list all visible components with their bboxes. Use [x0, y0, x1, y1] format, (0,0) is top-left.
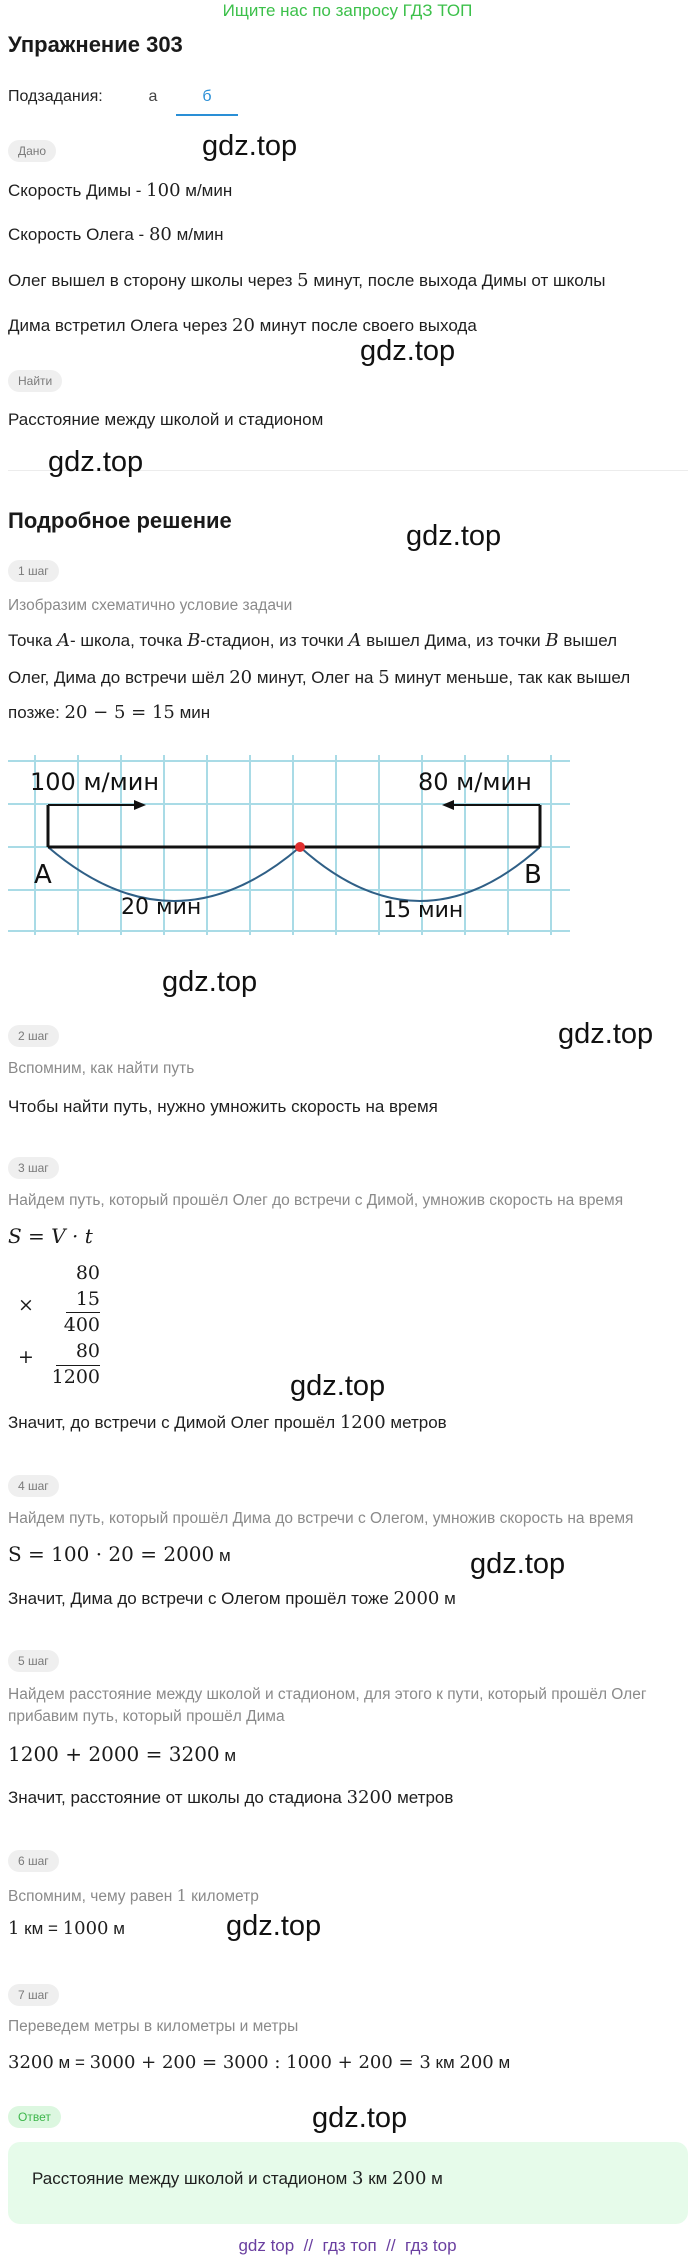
- mult-row-2: 15: [75, 1288, 100, 1310]
- tab-a[interactable]: а: [148, 88, 158, 105]
- step-1-hint: Изобразим схематично условие задачи: [8, 597, 293, 614]
- step-4-hint: Найдем путь, который прошёл Дима до встречи с Олегом, умножив скорость на время: [8, 1510, 634, 1527]
- right-speed-label: 80 м/мин: [418, 768, 532, 796]
- left-speed-label: 100 м/мин: [30, 768, 160, 796]
- step-3-badge: 3 шаг: [8, 1157, 59, 1179]
- left-arc: [48, 847, 300, 901]
- watermark-3: gdz.top: [48, 446, 144, 478]
- find-text: Расстояние между школой и стадионом: [8, 410, 324, 429]
- arrow-right-head-icon: [134, 800, 146, 810]
- step-2-text: Чтобы найти путь, нужно умножить скорость на время: [8, 1097, 438, 1116]
- step-5-formula: 1200 + 2000 = 3200 м: [8, 1742, 237, 1766]
- mult-row-3: 400: [63, 1314, 100, 1336]
- watermark-6: gdz.top: [558, 1018, 654, 1050]
- meeting-point: [295, 842, 305, 852]
- step-7-formula: 3200 м = 3000 + 200 = 3000 : 1000 + 200 = 3 км 200 м: [8, 2052, 511, 2073]
- watermark-1: gdz.top: [202, 130, 298, 162]
- column-multiplication: [8, 1262, 108, 1392]
- step-6-badge: 6 шаг: [8, 1850, 59, 1872]
- step-4-formula: S = 100 · 20 = 2000 м: [8, 1542, 231, 1566]
- step-4-conclusion: Значит, Дима до встречи с Олегом прошёл тоже 2000 м: [8, 1588, 456, 1609]
- step-3-conclusion: Значит, до встречи с Димой Олег прошёл 1200 метров: [8, 1412, 447, 1433]
- mult-row-5: 1200: [51, 1366, 100, 1388]
- plus-sign-icon: +: [18, 1346, 34, 1368]
- right-time-label: 15 мин: [383, 898, 464, 923]
- mult-row-4: 80: [75, 1340, 100, 1362]
- step-5-hint-1: Найдем расстояние между школой и стадионом, для этого к пути, который прошёл Олег: [8, 1686, 647, 1703]
- given-line-2: Скорость Олега - 80 м/мин: [8, 224, 224, 245]
- watermark-10: gdz.top: [312, 2102, 408, 2134]
- step-7-hint: Переведем метры в километры и метры: [8, 2018, 299, 2035]
- subtasks-label: Подзадания:: [8, 88, 103, 105]
- step-2-badge: 2 шаг: [8, 1025, 59, 1047]
- step-2-hint: Вспомним, как найти путь: [8, 1060, 195, 1077]
- motion-diagram: [8, 755, 570, 935]
- watermark-9: gdz.top: [226, 1910, 322, 1942]
- watermark-7: gdz.top: [290, 1370, 386, 1402]
- watermark-4: gdz.top: [406, 520, 502, 552]
- step-6-formula: 1 км = 1000 м: [8, 1918, 125, 1939]
- footer-links[interactable]: gdz top // гдз топ // гдз top: [238, 2236, 457, 2255]
- given-line-3: Олег вышел в сторону школы через 5 минут, после выхода Димы от школы: [8, 270, 606, 291]
- tab-b[interactable]: б: [202, 88, 212, 105]
- mult-row-1: 80: [75, 1262, 100, 1284]
- subtasks-bar: [8, 84, 308, 114]
- watermark-8: gdz.top: [470, 1548, 566, 1580]
- step-1-line-3: позже: 20 − 5 = 15 мин: [8, 702, 211, 723]
- answer-badge: Ответ: [8, 2106, 61, 2128]
- watermark-2: gdz.top: [360, 335, 456, 367]
- step-1-line-1: Точка A- школа, точка B-стадион, из точки A вышел Дима, из точки B вышел: [8, 630, 618, 651]
- solution-title: Подробное решение: [8, 508, 232, 533]
- step-1-badge: 1 шаг: [8, 560, 59, 582]
- step-4-badge: 4 шаг: [8, 1475, 59, 1497]
- point-b-label: B: [524, 860, 542, 890]
- arrow-left-head-icon: [442, 800, 454, 810]
- watermark-5: gdz.top: [162, 966, 258, 998]
- step-6-hint: Вспомним, чему равен 1 километр: [8, 1886, 259, 1905]
- step-7-badge: 7 шаг: [8, 1984, 59, 2006]
- point-a-label: A: [34, 860, 52, 890]
- answer-text: Расстояние между школой и стадионом 3 км 200 м: [32, 2168, 443, 2189]
- left-time-label: 20 мин: [121, 895, 202, 920]
- given-line-4: Дима встретил Олега через 20 минут после своего выхода: [8, 315, 477, 336]
- given-badge: Дано: [8, 140, 56, 162]
- mult-sign-icon: ×: [18, 1294, 34, 1316]
- given-line-1: Скорость Димы - 100 м/мин: [8, 180, 233, 201]
- page-title: Упражнение 303: [8, 32, 183, 57]
- answer-box: [8, 2142, 688, 2224]
- top-banner[interactable]: Ищите нас по запросу ГДЗ ТОП: [222, 1, 473, 20]
- step-5-badge: 5 шаг: [8, 1650, 59, 1672]
- active-tab-underline: [176, 114, 238, 116]
- mult-bar-1: [66, 1312, 100, 1313]
- step-5-hint-2: прибавим путь, который прошёл Дима: [8, 1708, 285, 1725]
- step-3-formula: S = V · t: [8, 1224, 93, 1248]
- step-3-hint: Найдем путь, который прошёл Олег до встречи с Димой, умножив скорость на время: [8, 1192, 624, 1209]
- step-1-line-2: Олег, Дима до встречи шёл 20 минут, Олег на 5 минут меньше, так как вышел: [8, 667, 631, 688]
- find-badge: Найти: [8, 370, 62, 392]
- step-5-conclusion: Значит, расстояние от школы до стадиона 3200 метров: [8, 1787, 454, 1808]
